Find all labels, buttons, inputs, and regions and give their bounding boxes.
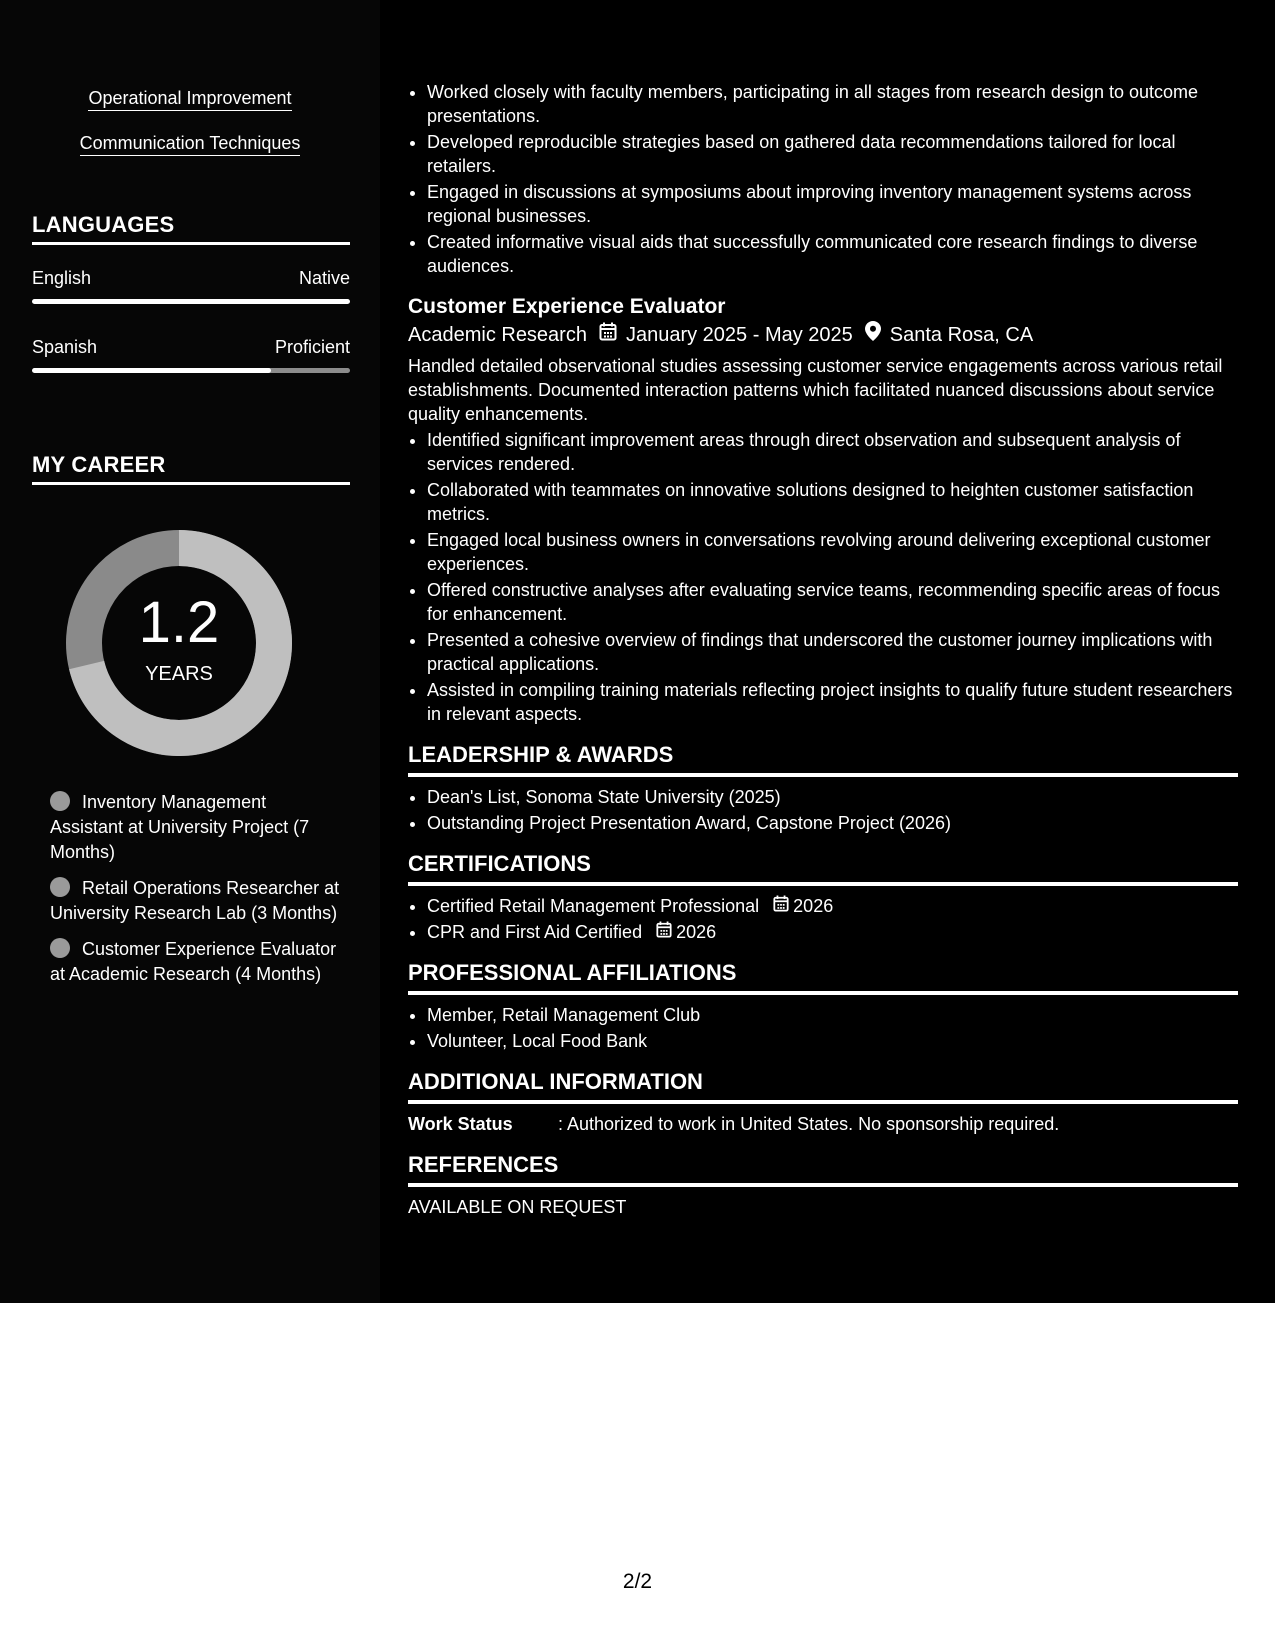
career-dot-icon: [50, 938, 70, 958]
language-bar-fill: [32, 368, 271, 373]
career-item-text: Retail Operations Researcher at University Research Lab (3 Months): [50, 878, 340, 923]
certifications-list: [408, 894, 1238, 944]
list-item: • Identified significant improvement areas through direct observation and subsequent analysis of services rendered.: [427, 428, 1238, 476]
affiliations-heading: PROFESSIONAL AFFILIATIONS: [408, 960, 1238, 995]
career-dot-icon: [50, 791, 70, 811]
references-text: AVAILABLE ON REQUEST: [408, 1197, 627, 1217]
career-dot-icon: [50, 877, 70, 897]
job-meta: [408, 320, 1238, 350]
list-item: • Presented a cohesive overview of findings that underscored the customer journey implications with practical applications.: [427, 628, 1238, 676]
job-description: Handled detailed observational studies assessing customer service engagements across various retail establishments. Documented interaction patterns which facilitated nuanced discussions about service quality enhancements.: [408, 356, 1223, 424]
awards-list: [408, 785, 1238, 835]
career-years-unit: YEARS: [145, 663, 213, 685]
career-donut-chart: [66, 530, 292, 756]
career-item-text: Customer Experience Evaluator at Academic Research (4 Months): [50, 939, 337, 984]
work-status-row: [408, 1112, 1238, 1136]
previous-job-bullets: [408, 80, 1238, 278]
calendar-icon: [656, 920, 672, 944]
job-bullets: [408, 428, 1238, 726]
page-number: 2/2: [622, 1570, 653, 1593]
main-column: [408, 80, 1238, 1219]
list-item: • Volunteer, Local Food Bank: [427, 1029, 1238, 1053]
list-item: • Engaged local business owners in conversations revolving around delivering exceptional customer experiences.: [427, 528, 1238, 576]
list-item: • Outstanding Project Presentation Award, Capstone Project (2026): [427, 811, 1238, 835]
career-list: [50, 790, 340, 998]
references-heading: REFERENCES: [408, 1152, 1238, 1187]
work-status-value: : Authorized to work in United States. No sponsorship required.: [558, 1114, 1060, 1134]
career-item: [50, 790, 340, 865]
list-item: • Dean's List, Sonoma State University (2025): [427, 785, 1238, 809]
affiliations-list: [408, 1003, 1238, 1053]
language-name: Spanish: [32, 337, 98, 357]
list-item: • Engaged in discussions at symposiums about improving inventory management systems across regional businesses.: [427, 180, 1238, 228]
list-item: • Offered constructive analyses after evaluating service teams, recommending specific areas of focus for enhancement.: [427, 578, 1238, 626]
sidebar: [0, 0, 380, 1303]
list-item: • Collaborated with teammates on innovative solutions designed to heighten customer satisfaction metrics.: [427, 478, 1238, 526]
language-bar-fill: [32, 299, 350, 304]
career-heading: MY CAREER: [32, 452, 350, 485]
additional-info-heading: ADDITIONAL INFORMATION: [408, 1069, 1238, 1104]
certification-name: • Certified Retail Management Professional: [427, 896, 760, 916]
language-bar: [32, 368, 350, 373]
skill-item: [0, 133, 380, 154]
job-dates: January 2025 - May 2025: [625, 324, 853, 346]
language-bar: [32, 299, 350, 304]
skill-label: Operational Improvement: [88, 88, 291, 111]
work-status-label: Work Status: [408, 1114, 513, 1134]
career-item: [50, 876, 340, 926]
career-item: [50, 937, 340, 987]
certification-year: 2026: [676, 922, 717, 942]
list-item: [427, 894, 1238, 918]
awards-heading: LEADERSHIP & AWARDS: [408, 742, 1238, 777]
list-item: • Worked closely with faculty members, participating in all stages from research design to outcome presentations.: [427, 80, 1238, 128]
list-item: • Created informative visual aids that successfully communicated core research findings to diverse audiences.: [427, 230, 1238, 278]
skill-item: [0, 88, 380, 109]
certifications-heading: CERTIFICATIONS: [408, 851, 1238, 886]
language-name: English: [32, 268, 92, 288]
list-item: • Assisted in compiling training materials reflecting project insights to qualify future student researchers in relevant aspects.: [427, 678, 1238, 726]
language-row: [32, 337, 350, 358]
job-location: Santa Rosa, CA: [889, 324, 1034, 346]
language-level: Proficient: [274, 337, 350, 357]
language-row: [32, 268, 350, 289]
skill-label: Communication Techniques: [80, 133, 301, 156]
job-company: Academic Research: [408, 324, 587, 346]
job-title: Customer Experience Evaluator: [408, 295, 726, 318]
career-item-text: Inventory Management Assistant at University Project (7 Months): [50, 792, 310, 862]
list-item: • Developed reproducible strategies based on gathered data recommendations tailored for local retailers.: [427, 130, 1238, 178]
calendar-icon: [599, 320, 617, 350]
location-pin-icon: [865, 320, 881, 350]
career-years-value: 1.2: [138, 590, 220, 655]
languages-heading: LANGUAGES: [32, 212, 350, 245]
calendar-icon: [773, 894, 789, 918]
certification-year: 2026: [793, 896, 834, 916]
language-level: Native: [298, 268, 350, 288]
list-item: [427, 920, 1238, 944]
certification-name: • CPR and First Aid Certified: [427, 922, 643, 942]
list-item: • Member, Retail Management Club: [427, 1003, 1238, 1027]
